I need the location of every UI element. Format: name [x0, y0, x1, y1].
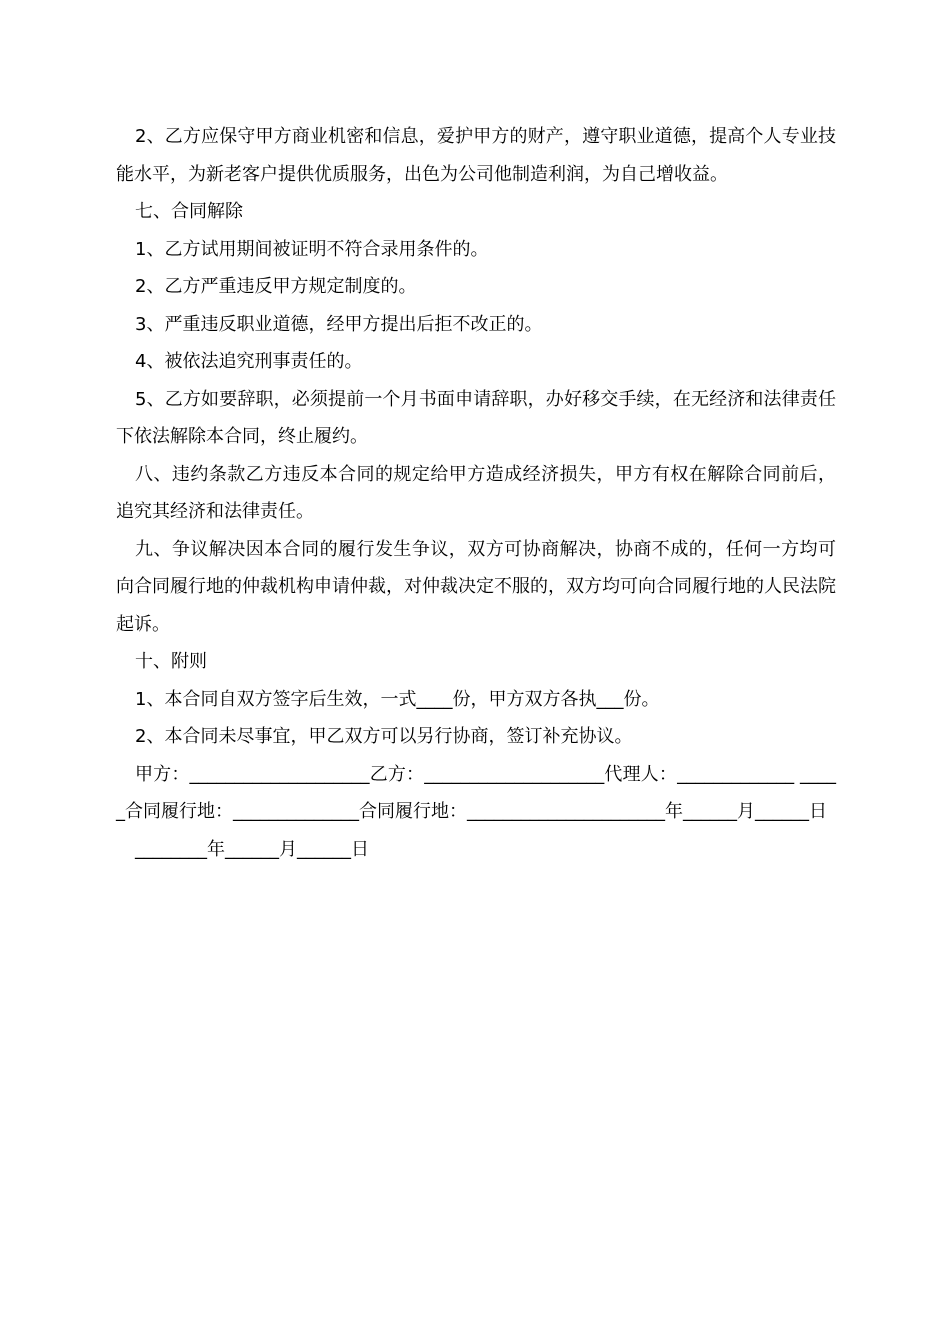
section-breach: 八、违约条款乙方违反本合同的规定给甲方造成经济损失，甲方有权在解除合同前后，追究其经济和法律责任。 — [116, 463, 836, 522]
signature-block: 甲方：____________________乙方：____________________代理人：_____________ _____合同履行地：______________合同履行地：______________________年______月______日 — [116, 763, 836, 822]
termination-item-4: 4、被依法追究刑事责任的。 — [135, 351, 363, 372]
supplementary-item-1: 1、本合同自双方签字后生效，一式____份，甲方双方各执___份。 — [135, 688, 660, 710]
signature-date: ________年______月______日 — [135, 838, 369, 860]
termination-item-5: 5、乙方如要辞职，必须提前一个月书面申请辞职，办好移交手续，在无经济和法律责任下依法解除本合同，终止履约。 — [116, 388, 836, 447]
termination-item-3: 3、严重违反职业道德，经甲方提出后拒不改正的。 — [135, 313, 543, 335]
section-heading-supplementary: 十、附则 — [135, 651, 207, 672]
clause-confidentiality: 2、乙方应保守甲方商业机密和信息，爱护甲方的财产，遵守职业道德，提高个人专业技能水平，为新老客户提供优质服务，出色为公司他制造利润，为自己增收益。 — [116, 126, 836, 185]
section-heading-termination: 七、合同解除 — [135, 201, 243, 222]
termination-item-2: 2、乙方严重违反甲方规定制度的。 — [135, 276, 417, 297]
section-dispute: 九、争议解决因本合同的履行发生争议，双方可协商解决，协商不成的，任何一方均可向合同履行地的仲裁机构申请仲裁，对仲裁决定不服的，双方均可向合同履行地的人民法院起诉。 — [116, 538, 836, 635]
termination-item-1: 1、乙方试用期间被证明不符合录用条件的。 — [135, 238, 489, 260]
contract-body — [116, 118, 836, 868]
supplementary-item-2: 2、本合同未尽事宜，甲乙双方可以另行协商，签订补充协议。 — [135, 726, 633, 747]
